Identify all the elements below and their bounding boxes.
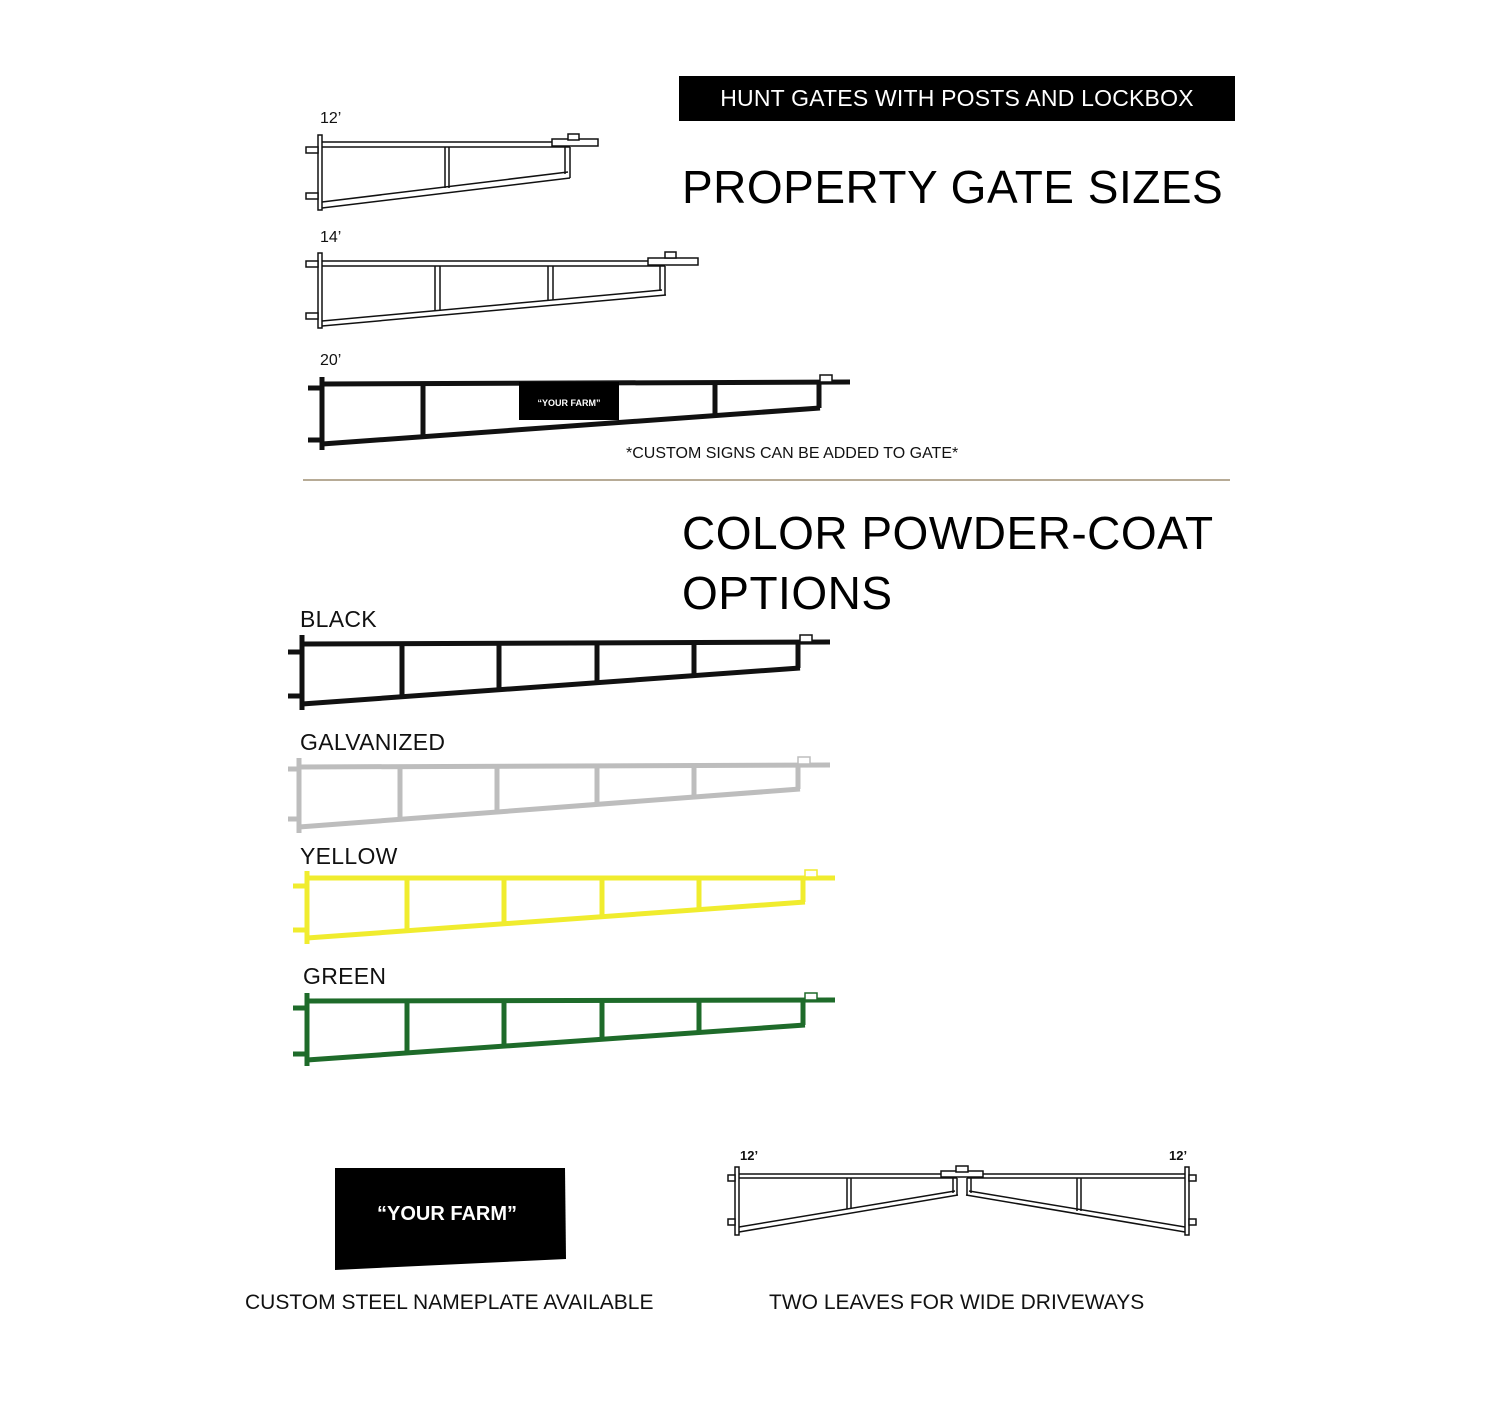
color-label-black: BLACK bbox=[300, 606, 377, 632]
colors-heading-line1: COLOR POWDER-COAT bbox=[682, 507, 1214, 559]
double-gate-right-label: 12’ bbox=[1169, 1148, 1188, 1163]
section-divider bbox=[303, 479, 1230, 481]
sizes-heading: PROPERTY GATE SIZES bbox=[682, 161, 1224, 213]
gate-color-black bbox=[285, 632, 845, 712]
gate-sign-text: “YOUR FARM” bbox=[537, 398, 601, 408]
double-gate-left-label: 12’ bbox=[740, 1148, 759, 1163]
gate-color-galvanized bbox=[285, 755, 845, 835]
colors-heading-line2: OPTIONS bbox=[682, 567, 893, 619]
double-gate-caption: TWO LEAVES FOR WIDE DRIVEWAYS bbox=[769, 1291, 1145, 1314]
color-label-yellow: YELLOW bbox=[300, 843, 398, 869]
color-label-green: GREEN bbox=[303, 963, 387, 989]
header-banner: HUNT GATES WITH POSTS AND LOCKBOX bbox=[679, 76, 1235, 121]
gate-size-label-14: 14’ bbox=[320, 229, 342, 246]
nameplate-caption: CUSTOM STEEL NAMEPLATE AVAILABLE bbox=[245, 1291, 654, 1314]
gate-12ft-outline bbox=[300, 130, 610, 220]
custom-sign-note: *CUSTOM SIGNS CAN BE ADDED TO GATE* bbox=[626, 445, 959, 462]
gate-size-label-12: 12’ bbox=[320, 110, 342, 127]
color-label-galvanized: GALVANIZED bbox=[300, 729, 446, 755]
nameplate-text: “YOUR FARM” bbox=[377, 1203, 517, 1225]
gate-color-yellow bbox=[290, 868, 850, 948]
double-gate-outline bbox=[725, 1163, 1215, 1238]
gate-color-green bbox=[290, 990, 850, 1070]
gate-size-label-20: 20’ bbox=[320, 352, 342, 369]
gate-14ft-outline bbox=[300, 248, 710, 338]
